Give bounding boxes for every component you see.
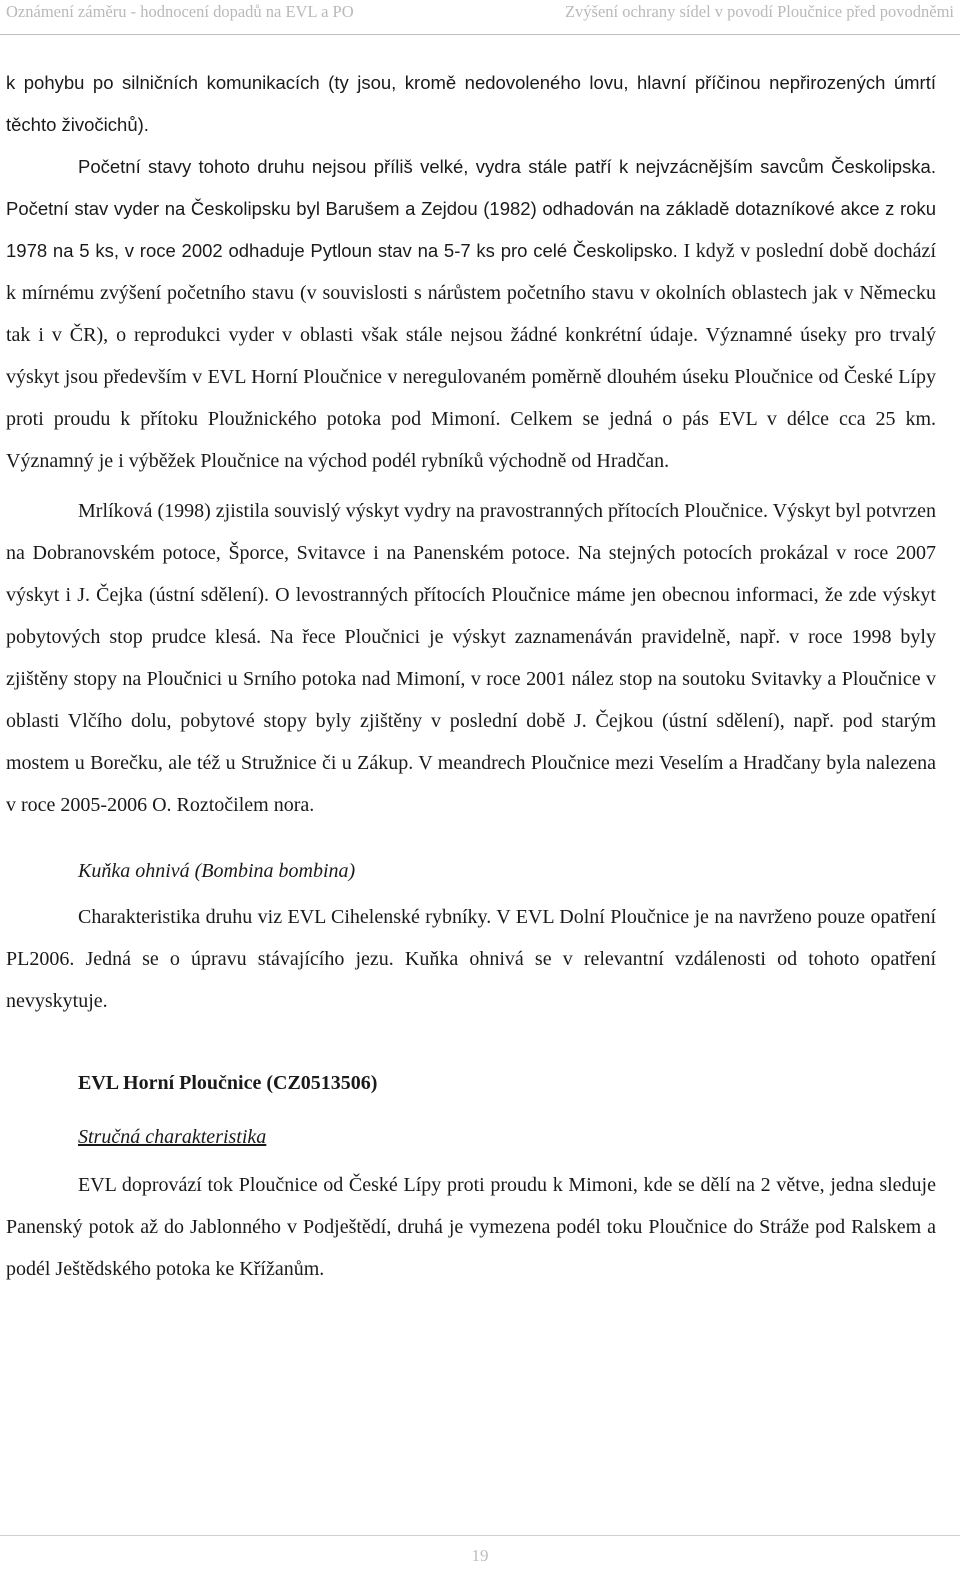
paragraph-otter-population-intro: Početní stavy tohoto druhu nejsou příliš velké, vydra stále patří k nejvzácnějším savcům Českolipska.: [78, 156, 936, 177]
header-document-title: Oznámení záměru - hodnocení dopadů na EVL a PO: [6, 2, 354, 21]
paragraph-otter-population-sections: I když v poslední době dochází k mírnému zvýšení početního stavu (v souvislosti s nárůstem početního stavu v okolních oblastech jak v Německu tak i v ČR), o reprodukci vyder v oblasti však stále nejsou žádné konkrétní údaje. Významné úseky pro trvalý výskyt jsou především v EVL Horní Ploučnice v neregulovaném poměrně dlouhém úseku Ploučnice od České Lípy proti proudu k přítoku Ploužnického potoka pod Mimoní. Celkem se jedná o pás EVL v délce cca 25 km. Významný je i výběžek Ploučnice na východ podél rybníků východně od Hradčan.: [6, 240, 936, 472]
page-header: [0, 0, 960, 35]
heading-brief-characteristics: Stručná charakteristika: [78, 1126, 267, 1148]
heading-species: Kuňka ohnivá (Bombina bombina): [78, 860, 356, 882]
paragraph-species-characteristics: Charakteristika druhu viz EVL Cihelenské rybníky. V EVL Dolní Ploučnice je na navrženo pouze opatření PL2006. Jedná se o úpravu stávajícího jezu. Kuňka ohnivá se v relevantní vzdálenosti od tohoto opatření nevyskytuje.: [6, 906, 936, 1012]
header-project-title: Zvýšení ochrany sídel v povodí Ploučnice před povodněmi: [564, 2, 954, 21]
page-number: 19: [471, 1546, 489, 1565]
heading-evl-section: EVL Horní Ploučnice (CZ0513506): [78, 1072, 378, 1094]
document-body: [6, 62, 936, 1290]
paragraph-otter-tributaries: Mrlíková (1998) zjistila souvislý výskyt vydry na pravostranných přítocích Ploučnice. Výskyt byl potvrzen na Dobranovském potoce, Šporce, Svitavce i na Panenském potoce. Na stejných potocích prokázal v roce 2007 výskyt i J. Čejka (ústní sdělení). O levostranných přítocích Ploučnice máme jen obecnou informaci, že zde výskyt pobytových stop prudce klesá. Na řece Ploučnici je výskyt zaznamenáván pravidelně, např. v roce 1998 byly zjištěny stopy na Ploučnici u Srního potoka nad Mimoní, v roce 2001 nález stop na soutoku Svitavky a Ploučnice v oblasti Vlčího dolu, pobytové stopy byly zjištěny v poslední době J. Čejkou (ústní sdělení), např. pod starým mostem u Borečku, ale též u Stružnice či u Zákup. V meandrech Ploučnice mezi Veselím a Hradčany byla nalezena v roce 2005-2006 O. Roztočilem nora.: [6, 500, 936, 816]
paragraph-otter-mortality: k pohybu po silničních komunikacích (ty jsou, kromě nedovoleného lovu, hlavní příčinou nepřirozených úmrtí těchto živočichů).: [6, 72, 936, 135]
paragraph-evl-description: EVL doprovází tok Ploučnice od České Lípy proti proudu k Mimoni, kde se dělí na 2 větve, jedna sleduje Panenský potok až do Jablonného v Podještědí, druhá je vymezena podél toku Ploučnice do Stráže pod Ralskem a podél Ještědského potoka ke Křížanům.: [6, 1174, 936, 1280]
page-footer: [0, 1535, 960, 1566]
paragraph-otter-population: [6, 146, 936, 482]
paragraph-otter-population-estimate: Početní stav vyder na Českolipsku byl Barušem a Zejdou (1982) odhadován na základě dotazníkové akce z roku 1978 na 5 ks, v roce 2002 odhaduje Pytloun stav na 5-7 ks pro celé Českolipsko.: [6, 198, 936, 261]
